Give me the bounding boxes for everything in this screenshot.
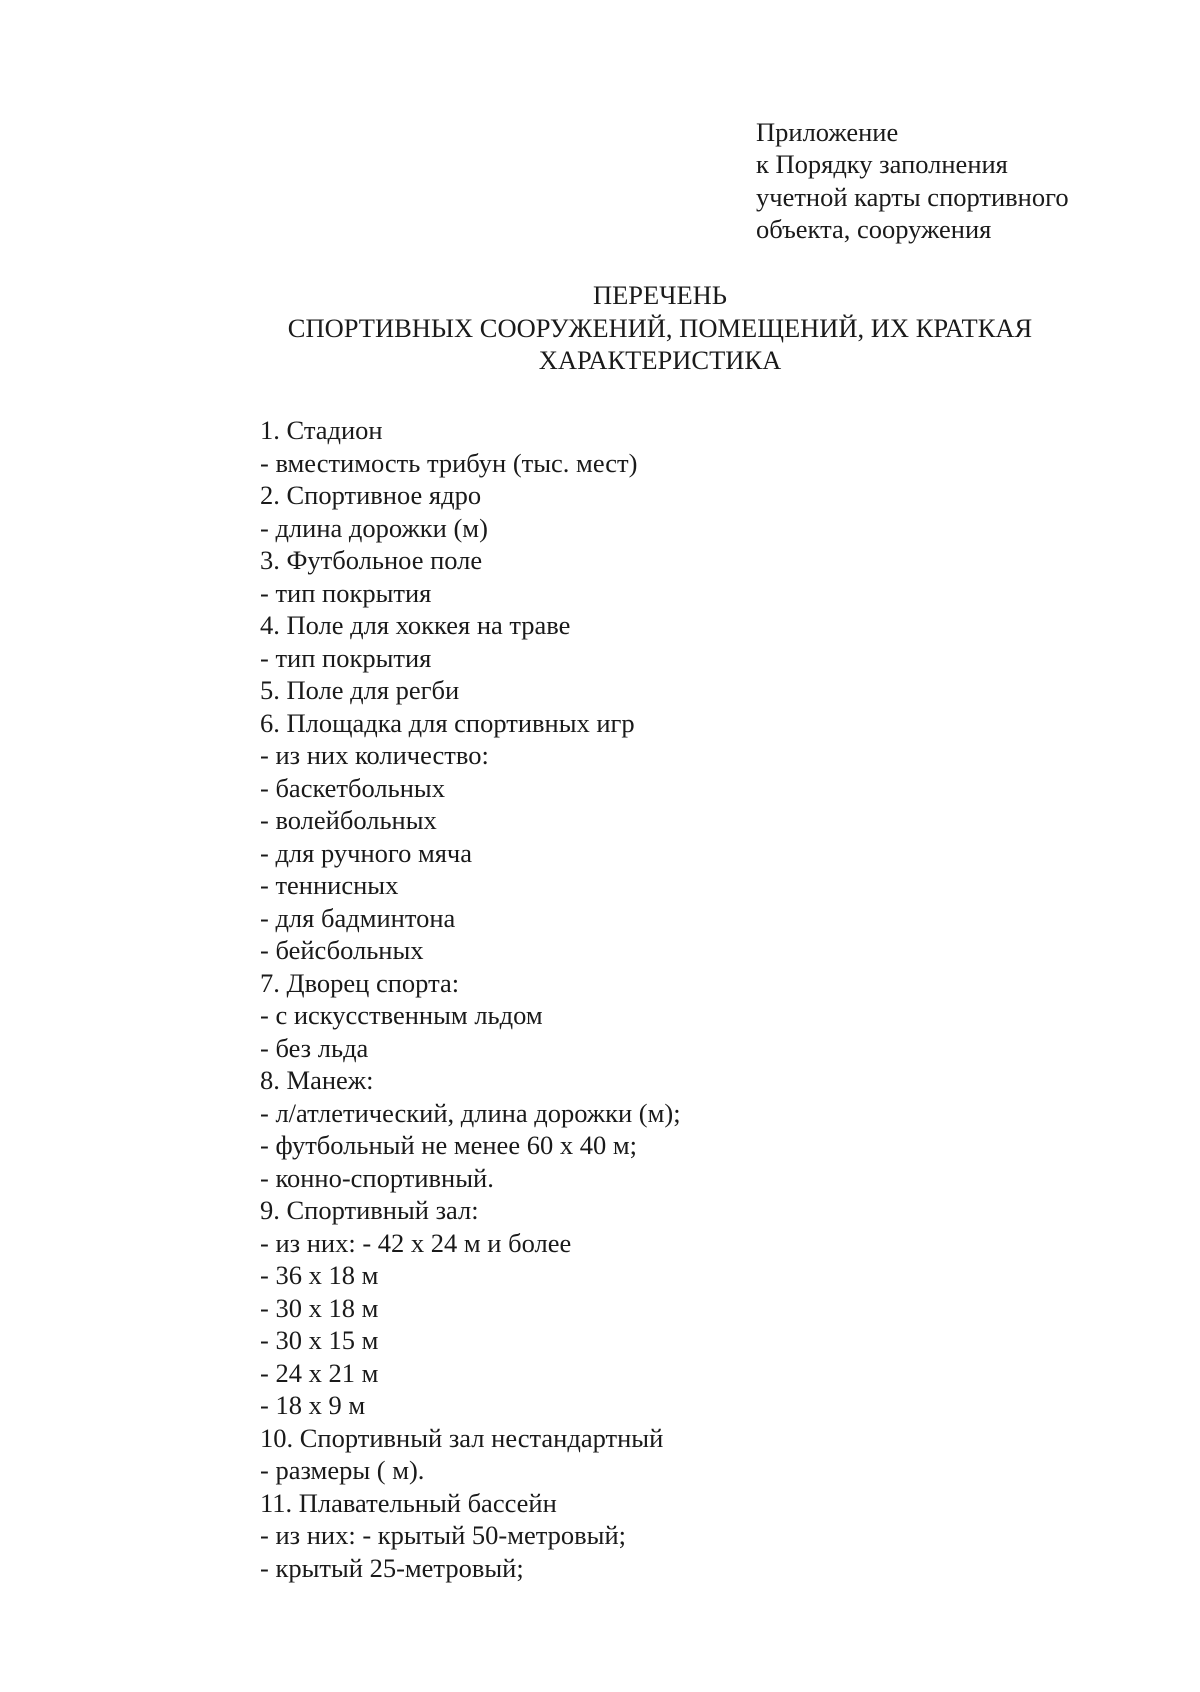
appendix-header (756, 116, 1069, 245)
list-item: - баскетбольных (260, 772, 445, 803)
list-item: - крытый 25-метровый; (260, 1552, 524, 1583)
title-line-1: ПЕРЕЧЕНЬ (592, 280, 727, 310)
list-item: 4. Поле для хоккея на траве (260, 610, 571, 640)
list-item: - 18 х 9 м (260, 1390, 366, 1420)
facility-list (260, 414, 681, 1584)
list-item: - для бадминтона (260, 902, 456, 933)
title-line-2: СПОРТИВНЫХ СООРУЖЕНИЙ, ПОМЕЩЕНИЙ, ИХ КРАТКАЯ (287, 312, 1033, 343)
list-item: 3. Футбольное поле (260, 545, 483, 575)
list-item: - размеры ( м). (260, 1455, 425, 1485)
list-item: - для ручного мяча (260, 837, 473, 868)
list-item: - бейсбольных (260, 935, 424, 965)
list-item: - волейбольных (260, 805, 437, 835)
list-item: - 30 х 15 м (260, 1325, 379, 1355)
list-item: - длина дорожки (м) (260, 512, 488, 543)
list-item: - конно-спортивный. (260, 1162, 494, 1193)
list-item: 7. Дворец спорта: (260, 967, 460, 998)
appendix-line: объекта, сооружения (756, 213, 992, 244)
list-item: - 30 х 18 м (260, 1292, 379, 1323)
appendix-line: к Порядку заполнения (756, 149, 1008, 180)
list-item: - из них: - 42 х 24 м и более (260, 1227, 572, 1258)
list-item: - из них количество: (260, 740, 489, 770)
list-item: - футбольный не менее 60 х 40 м; (260, 1130, 637, 1160)
list-item: 10. Спортивный зал нестандартный (260, 1422, 664, 1453)
list-item: - с искусственным льдом (260, 1000, 543, 1030)
list-item: - из них: - крытый 50-метровый; (260, 1520, 627, 1550)
appendix-line: учетной карты спортивного (756, 181, 1069, 212)
list-item: 1. Стадион (260, 415, 383, 445)
list-item: 8. Манеж: (260, 1065, 374, 1095)
list-item: - тип покрытия (260, 577, 432, 608)
list-item: - вместимость трибун (тыс. мест) (260, 447, 638, 478)
list-item: - 24 х 21 м (260, 1357, 379, 1388)
list-item: - тип покрытия (260, 642, 432, 673)
list-item: 6. Площадка для спортивных игр (260, 707, 635, 738)
title-line-3: ХАРАКТЕРИСТИКА (538, 345, 782, 375)
list-item: - теннисных (260, 870, 399, 900)
appendix-line: Приложение (756, 117, 899, 147)
list-item: 2. Спортивное ядро (260, 480, 482, 510)
list-item: - без льда (260, 1032, 369, 1063)
list-item: - л/атлетический, длина дорожки (м); (260, 1097, 681, 1128)
list-item: 5. Поле для регби (260, 675, 460, 705)
list-item: - 36 х 18 м (260, 1260, 379, 1290)
document-title (200, 279, 1120, 377)
list-item: 11. Плавательный бассейн (260, 1487, 557, 1518)
list-item: 9. Спортивный зал: (260, 1195, 479, 1225)
